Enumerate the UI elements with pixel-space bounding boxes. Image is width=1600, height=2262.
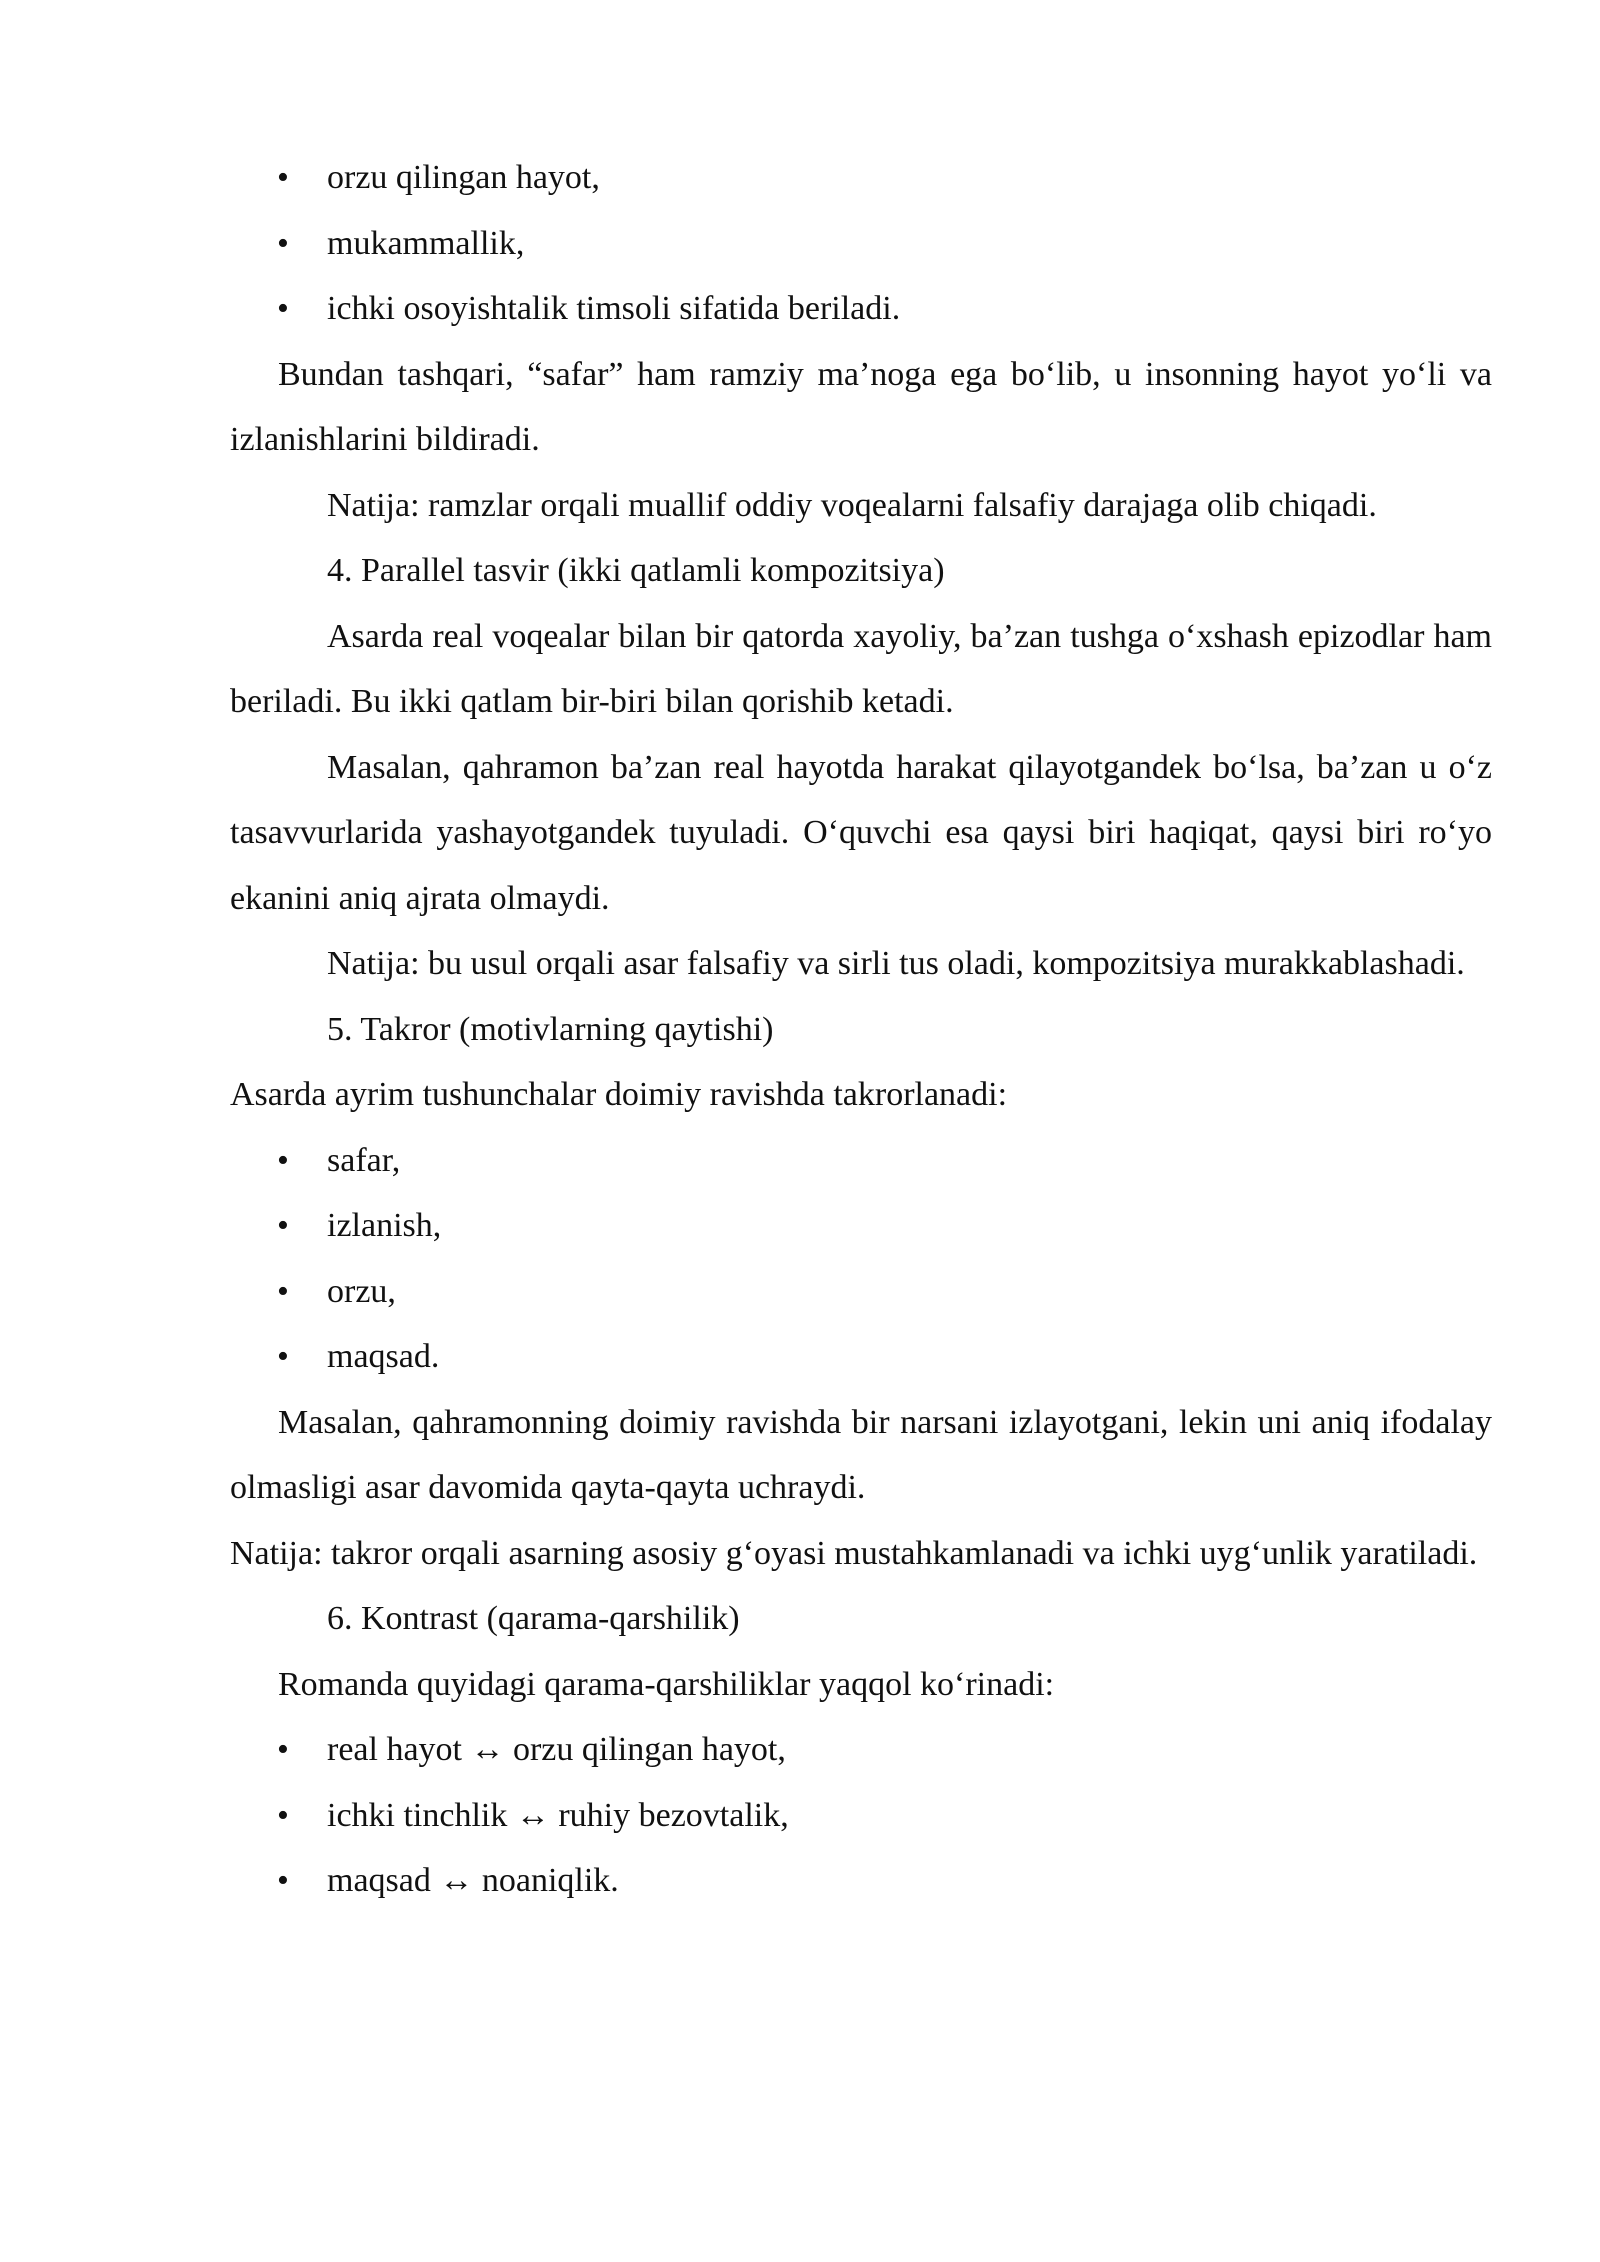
bullet-item <box>230 1717 1492 1783</box>
bullet-text: maqsad. <box>327 1338 440 1375</box>
bullet-item <box>230 1783 1492 1849</box>
bullet-item <box>230 276 1492 342</box>
bullet-text: safar, <box>327 1141 401 1179</box>
bullet-item <box>230 1193 1492 1259</box>
bullet-item <box>230 211 1492 277</box>
bullet-text: maqsad ↔ noaniqlik. <box>327 1862 619 1899</box>
bullet-icon: • <box>277 224 289 262</box>
bullet-icon: • <box>277 290 289 327</box>
paragraph: Asarda real voqealar bilan bir qatorda xayoliy, ba’zan tushga o‘xshash epizodlar ham beriladi. Bu ikki qatlam bir-biri bilan qorishib ketadi. <box>230 617 1492 720</box>
section-heading: 5. Takror (motivlarning qaytishi) <box>327 1010 774 1048</box>
paragraph: Natija: takror orqali asarning asosiy g‘oyasi mustahkamlanadi va ichki uyg‘unlik yaratiladi. <box>230 1534 1478 1572</box>
paragraph: Romanda quyidagi qarama-qarshiliklar yaqqol ko‘rinadi: <box>278 1665 1055 1703</box>
bullet-icon: • <box>277 1338 289 1375</box>
bullet-icon: • <box>277 1862 289 1899</box>
bullet-text: ichki tinchlik ↔ ruhiy bezovtalik, <box>327 1796 789 1834</box>
bullet-icon: • <box>277 1796 289 1834</box>
paragraph: Masalan, qahramonning doimiy ravishda bir narsani izlayotgani, lekin uni aniq ifodalay olmasligi asar davomida qayta-qayta uchraydi. <box>230 1403 1492 1506</box>
bullet-text: real hayot ↔ orzu qilingan hayot, <box>327 1731 786 1768</box>
bullet-icon: • <box>277 1272 289 1310</box>
page-content <box>230 145 1492 1914</box>
bullet-item <box>230 1259 1492 1325</box>
bullet-text: mukammallik, <box>327 224 525 262</box>
paragraph: Asarda ayrim tushunchalar doimiy ravishda takrorlanadi: <box>230 1076 1008 1113</box>
section-heading: 4. Parallel tasvir (ikki qatlamli kompozitsiya) <box>327 552 945 589</box>
bullet-item <box>230 1128 1492 1194</box>
section-heading: 6. Kontrast (qarama-qarshilik) <box>327 1600 740 1637</box>
bullet-text: izlanish, <box>327 1207 442 1244</box>
paragraph: Natija: bu usul orqali asar falsafiy va sirli tus oladi, kompozitsiya murakkablashadi. <box>327 945 1465 982</box>
paragraph: Bundan tashqari, “safar” ham ramziy ma’noga ega bo‘lib, u insonning hayot yo‘li va izlanishlarini bildiradi. <box>230 355 1492 458</box>
bullet-icon: • <box>277 1207 289 1244</box>
bullet-icon: • <box>277 1731 289 1768</box>
bullet-text: orzu, <box>327 1272 396 1310</box>
paragraph: Masalan, qahramon ba’zan real hayotda harakat qilayotgandek bo‘lsa, ba’zan u o‘z tasavvurlarida yashayotgandek tuyuladi. O‘quvchi esa qaysi biri haqiqat, qaysi biri ro‘yo ekanini aniq ajrata olmaydi. <box>230 748 1492 917</box>
bullet-icon: • <box>277 159 289 196</box>
bullet-item <box>230 145 1492 211</box>
bullet-text: ichki osoyishtalik timsoli sifatida beriladi. <box>327 290 901 327</box>
bullet-item <box>230 1848 1492 1914</box>
bullet-icon: • <box>277 1141 289 1179</box>
bullet-text: orzu qilingan hayot, <box>327 159 600 196</box>
paragraph: Natija: ramzlar orqali muallif oddiy voqealarni falsafiy darajaga olib chiqadi. <box>327 486 1377 524</box>
bullet-item <box>230 1324 1492 1390</box>
